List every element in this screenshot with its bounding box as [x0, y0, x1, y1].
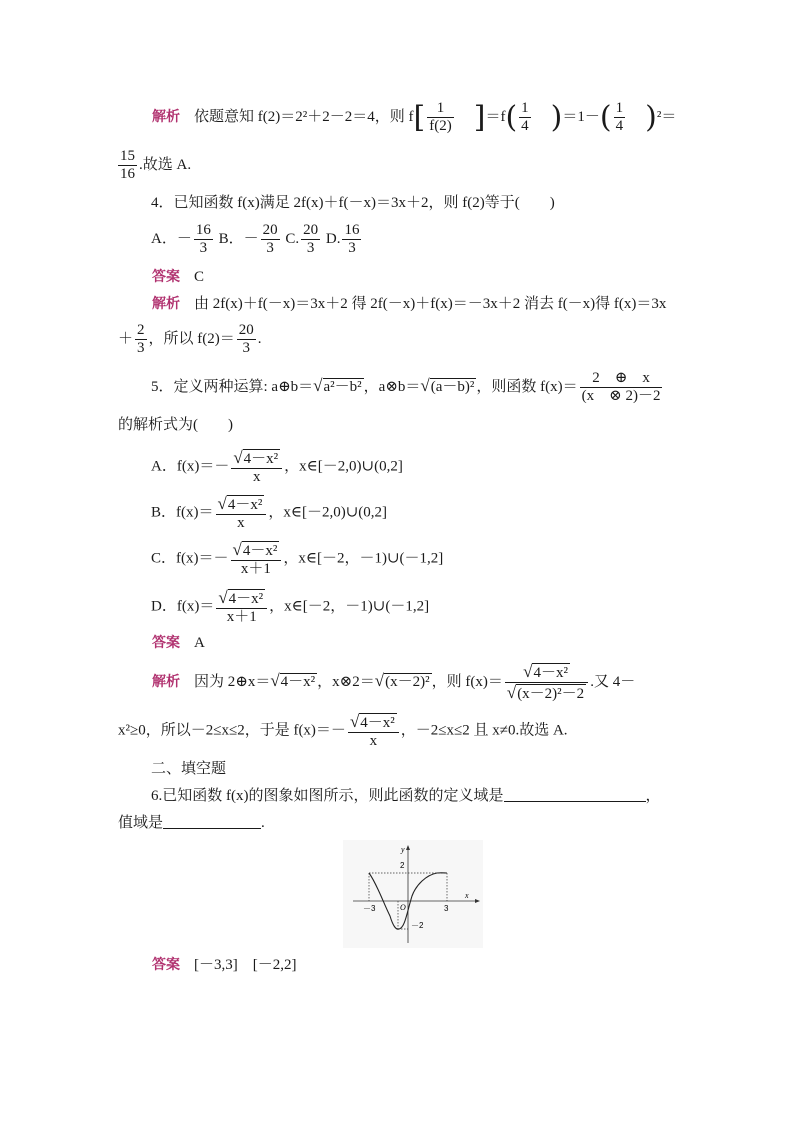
solution-line: 解析 因为 2⊕x＝√4－x² ，x⊗2＝√(x－2)² ，则 f(x)＝ $\frac{\text{√4－x²}}{\text{√(x－2)²－2}}$ .又 4－ — [152, 662, 636, 703]
answer-label: 答案 — [152, 269, 180, 285]
math: f(2)＝2²＋2－2＝4，则 f — [257, 109, 414, 126]
fraction: $\frac{1}{4}$ — [521, 100, 529, 135]
analysis-label: 解析 — [152, 109, 180, 126]
question-6-stem: 6.已知函数 f(x)的图象如图所示，则此函数的定义域是 ， — [151, 788, 661, 804]
analysis-label: 解析 — [152, 296, 180, 312]
x-tick-label: 3 — [444, 904, 449, 913]
fraction: $\frac{1}{f(2)}$ — [429, 100, 452, 135]
option-b: B．f(x)＝ $\frac{\text{√4－x²}}{x}$ ，x∈[－2,0)∪(0,2] — [151, 494, 387, 532]
y-tick-label: －2 — [411, 921, 424, 930]
question-4-options: A．－ $\frac{16}{3}$ B．－ $\frac{20}{3}$ C. $\frac{20}{3}$ D. $\frac{16}{3}$ — [151, 222, 360, 257]
option-a: A．f(x)＝－ $\frac{\text{√4－x²}}{x}$ ，x∈[－2,0)∪(0,2] — [151, 448, 403, 486]
y-tick-label: 2 — [400, 861, 405, 870]
answer-label: 答案 — [152, 957, 180, 973]
answer-line — [152, 958, 296, 973]
x-axis-label: x — [465, 891, 469, 900]
answer-value: C — [194, 269, 205, 285]
fraction: $\frac{15}{16}$ — [120, 148, 135, 183]
answer-line — [152, 636, 205, 651]
solution-line: 解析 由 2f(x)＋f(－x)＝3x＋2 得 2f(－x)＋f(x)＝－3x＋2 消去 f(－x)得 f(x)＝3x — [152, 296, 667, 312]
answer-label: 答案 — [152, 635, 180, 651]
section-heading: 二、填空题 — [151, 761, 227, 777]
solution-line: 解析 依题意知 f(2)＝2²＋2－2＝4，则 f[ $\frac{1}{f(2)}$ ]＝f( $\frac{1}{4}$ )＝1－( $\frac{1}{4}$ )²＝ — [152, 99, 677, 135]
solution-line: $\frac{15}{16}$ .故选 A. — [120, 148, 192, 183]
origin-label: O — [400, 903, 406, 912]
analysis-label: 解析 — [152, 674, 180, 691]
y-axis-label: y — [401, 845, 405, 854]
text: 依题意知 — [194, 109, 258, 126]
fraction: $\frac{1}{4}$ — [615, 100, 624, 135]
question-5-stem-2: 的解析式为( ) — [118, 417, 233, 433]
question-5-stem: 5．定义两种运算: a⊕b＝√a²－b² ，a⊗b＝√(a－b)² ，则函数 f(x)＝ $\frac{2 \oplus x}{(x \otimes 2)-2}$ — [151, 370, 661, 405]
question-4-stem: 4．已知函数 f(x)满足 2f(x)＋f(－x)＝3x＋2，则 f(2)等于( ) — [151, 195, 555, 211]
option-d: D．f(x)＝ $\frac{\text{√4－x²}}{x+1}$ ，x∈[－2，－1)∪(－1,2] — [151, 588, 430, 626]
answer-value: [－3,3] [－2,2] — [194, 957, 297, 973]
option-c: C．f(x)＝－ $\frac{\text{√4－x²}}{x+1}$ ，x∈[－2，－1)∪(－1,2] — [151, 540, 444, 578]
question-6-stem-2: 值域是 . — [118, 815, 265, 831]
x-tick-label: －3 — [363, 904, 376, 913]
function-graph — [343, 840, 483, 948]
solution-line: ＋ $\frac{2}{3}$ ，所以 f(2)＝ $\frac{20}{3}$ . — [118, 322, 262, 357]
answer-value: A — [194, 635, 205, 651]
solution-line: x²≥0，所以－2≤x≤2，于是 f(x)＝－ $\frac{\text{√4－x²}}{x}$ ，－2≤x≤2 且 x≠0.故选 A. — [118, 712, 568, 750]
answer-line — [152, 270, 204, 285]
